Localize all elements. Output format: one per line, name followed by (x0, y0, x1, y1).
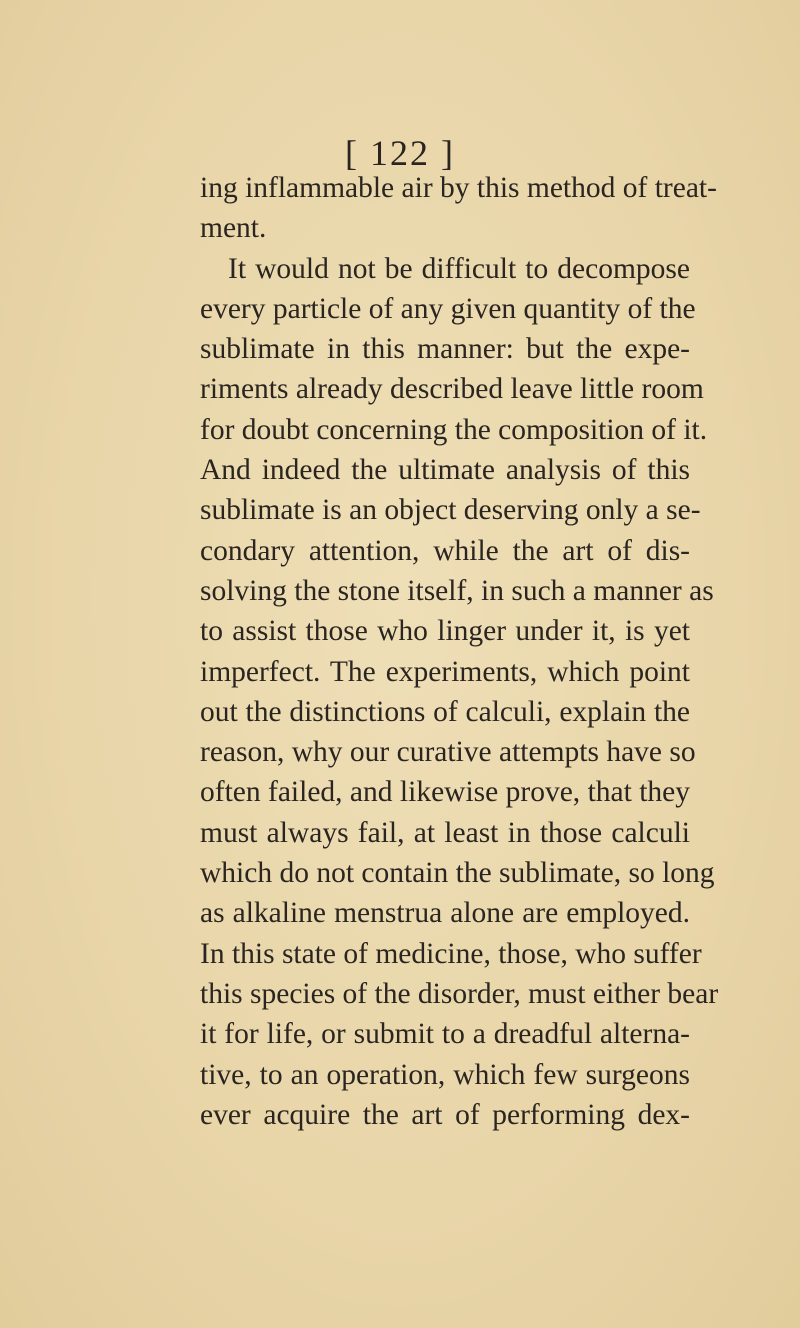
text-line: And indeed the ultimate analysis of this (200, 454, 690, 487)
text-line: as alkaline menstrua alone are employed. (200, 897, 690, 930)
text-line: tive, to an operation, which few surgeons (200, 1058, 690, 1091)
text-line: It would not be difficult to decompose (228, 252, 690, 285)
text-line: imperfect. The experiments, which point (200, 655, 690, 688)
text-line: must always fail, at least in those calculi (200, 816, 690, 849)
text-line: ment. (200, 212, 267, 245)
text-line: often failed, and likewise prove, that they (200, 776, 690, 809)
text-line: ing inflammable air by this method of treat- (200, 172, 717, 204)
page-number: [ 122 ] (345, 133, 455, 173)
text-line: solving the stone itself, in such a manner as (200, 574, 714, 607)
text-line: for doubt concerning the composition of it. (200, 413, 708, 446)
text-line: sublimate is an object deserving only a se- (200, 494, 701, 527)
text-line: condary attention, while the art of dis- (200, 534, 690, 567)
text-line: it for life, or submit to a dreadful alterna- (200, 1018, 690, 1051)
text-line: this species of the disorder, must either bear (200, 977, 719, 1010)
text-line: reason, why our curative attempts have so (200, 736, 696, 769)
body-text (200, 168, 719, 1135)
text-line: In this state of medicine, those, who suffer (200, 937, 702, 970)
text-line: out the distinctions of calculi, explain the (200, 695, 690, 728)
text-line: every particle of any given quantity of the (200, 292, 696, 325)
text-line: which do not contain the sublimate, so long (200, 857, 715, 890)
text-line: ever acquire the art of performing dex- (200, 1098, 690, 1131)
text-line: sublimate in this manner: but the expe- (200, 333, 690, 366)
text-line: riments already described leave little room (200, 373, 704, 406)
text-line: to assist those who linger under it, is yet (200, 615, 690, 648)
